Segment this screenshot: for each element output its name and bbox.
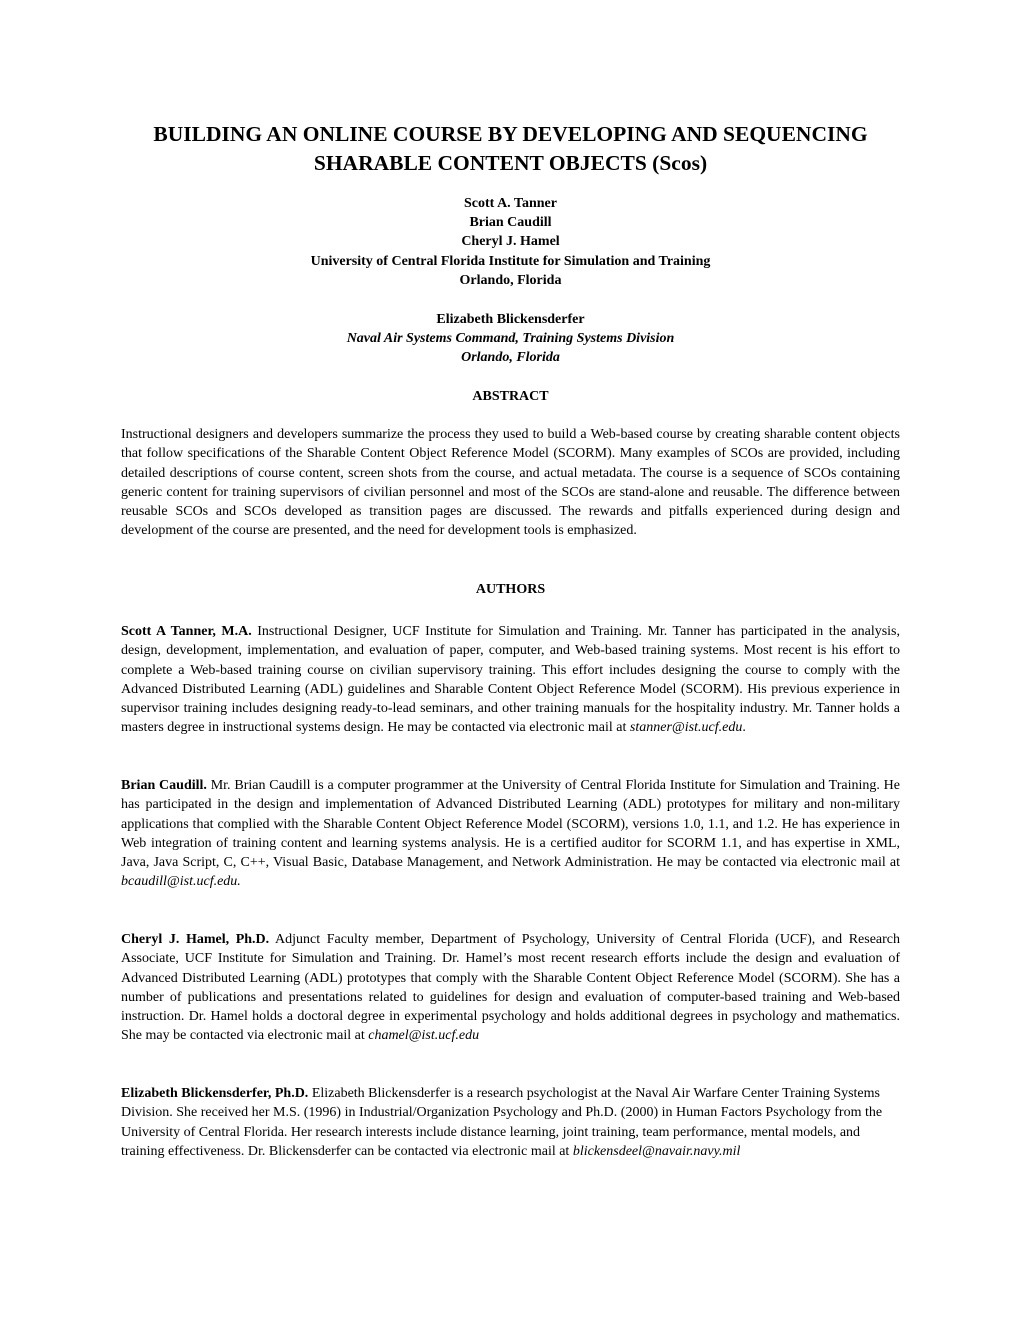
institution-name: Naval Air Systems Command, Training Systems Division [346, 331, 675, 347]
bio-email-link[interactable]: blickensdeel@navair.navy.mil [572, 1143, 741, 1159]
bio-name: Elizabeth Blickensderfer, Ph.D. [121, 1086, 309, 1101]
author-name: Cheryl J. Hamel [461, 234, 560, 250]
bio-text: Mr. Brian Caudill is a computer programmer at the University of Central Florida Institute for Simulation and Training. He has participated in the design and implementation of Advanced Distributed Learning (ADL) prototypes for military and non-military applications that complied with the Sharable Content Object Reference Model (SCORM), versions 1.0, 1.1, and 1.2. He has experience in Web integration of training content and learning systems analysis. He is a certified auditor for SCORM 1.1, and has expertise in XML, Java, Java Script, C, C++, Visual Basic, Database Management, and Network Administration. He may be contacted via electronic mail at [121, 778, 900, 871]
bio-suffix: . [742, 720, 746, 736]
author-name: Scott A. Tanner [464, 196, 557, 211]
title-line-1: BUILDING AN ONLINE COURSE BY DEVELOPING AND SEQUENCING [153, 122, 868, 146]
author-name: Brian Caudill [469, 215, 552, 231]
author-name: Elizabeth Blickensderfer [436, 312, 585, 327]
bio-text: Adjunct Faculty member, Department of Psychology, University of Central Florida (UCF), and Research Associate, UCF Institute for Simulation and Training. Dr. Hamel’s most recent research efforts include the design and evaluation of Advanced Distributed Learning (ADL) prototypes that comply with the Sharable Content Object Reference Model (SCORM). She has a number of publications and presentations related to guidelines for design and evaluation of computer-based training and Web-based instruction. Dr. Hamel holds a doctoral degree in experimental psychology and holds additional degrees in psychology and mathematics. She may be contacted via electronic mail at [121, 932, 900, 1044]
bio-email-link[interactable]: stanner@ist.ucf.edu [629, 720, 743, 736]
bio-name: Brian Caudill. [121, 778, 207, 793]
abstract-text: Instructional designers and developers summarize the process they used to build a Web-based course by creating sharable content objects that follow specifications of the Sharable Content Object Reference Model (SCORM). Many examples of SCOs are provided, including detailed descriptions of course content, screen shots from the course, and actual metadata. The course is a sequence of SCOs containing generic content for training supervisors of civilian personnel and most of the SCOs are stand-alone and reusable. The difference between reusable SCOs and SCOs developed as transition pages are discussed. The rewards and pitfalls experienced during design and development of the course are presented, and the need for development tools is emphasized. [121, 427, 900, 539]
author-bio-hamel [121, 930, 900, 1046]
title-line-2: SHARABLE CONTENT OBJECTS (Scos) [313, 151, 708, 175]
bio-email-link[interactable]: chamel@ist.ucf.edu [368, 1028, 480, 1044]
authors-heading: AUTHORS [475, 582, 546, 597]
bio-text: Instructional Designer, UCF Institute for Simulation and Training. Mr. Tanner has participated in the analysis, design, development, implementation, and evaluation of paper, computer, and Web-based training systems. Most recent is his effort to complete a Web-based training course on civilian supervisory training. This effort includes designing the course to comply with the Advanced Distributed Learning (ADL) guidelines and Sharable Content Object Reference Model (SCORM). His previous experience in supervisor training includes designing ready-to-lead seminars, and other training manuals for the hospitality industry. Mr. Tanner holds a masters degree in instructional systems design. He may be contacted via electronic mail at [121, 624, 901, 736]
institution-location: Orlando, Florida [459, 272, 562, 288]
bio-name: Scott A Tanner, M.A. [121, 624, 252, 639]
bio-text: Elizabeth Blickensderfer is a research psychologist at the Naval Air Warfare Center Training Systems Division. She received her M.S. (1996) in Industrial/Organization Psychology and Ph.D. (2000) in Human Factors Psychology from the University of Central Florida. Her research interests include distance learning, joint training, team performance, mental models, and training effectiveness. Dr. Blickensderfer can be contacted via electronic mail at [121, 1086, 883, 1159]
bio-email-link[interactable]: bcaudill@ist.ucf.edu. [121, 874, 241, 890]
author-bio-caudill [121, 776, 900, 892]
affiliation-navair [121, 310, 900, 368]
author-bio-tanner [121, 622, 900, 738]
institution-location: Orlando, Florida [461, 350, 560, 366]
institution-name: University of Central Florida Institute for Simulation and Training [310, 253, 711, 269]
paper-title [121, 120, 900, 178]
author-bio-blickensderfer [121, 1084, 900, 1161]
abstract-heading: ABSTRACT [472, 389, 549, 404]
bio-name: Cheryl J. Hamel, Ph.D. [121, 932, 270, 947]
affiliation-ucf [121, 194, 900, 290]
